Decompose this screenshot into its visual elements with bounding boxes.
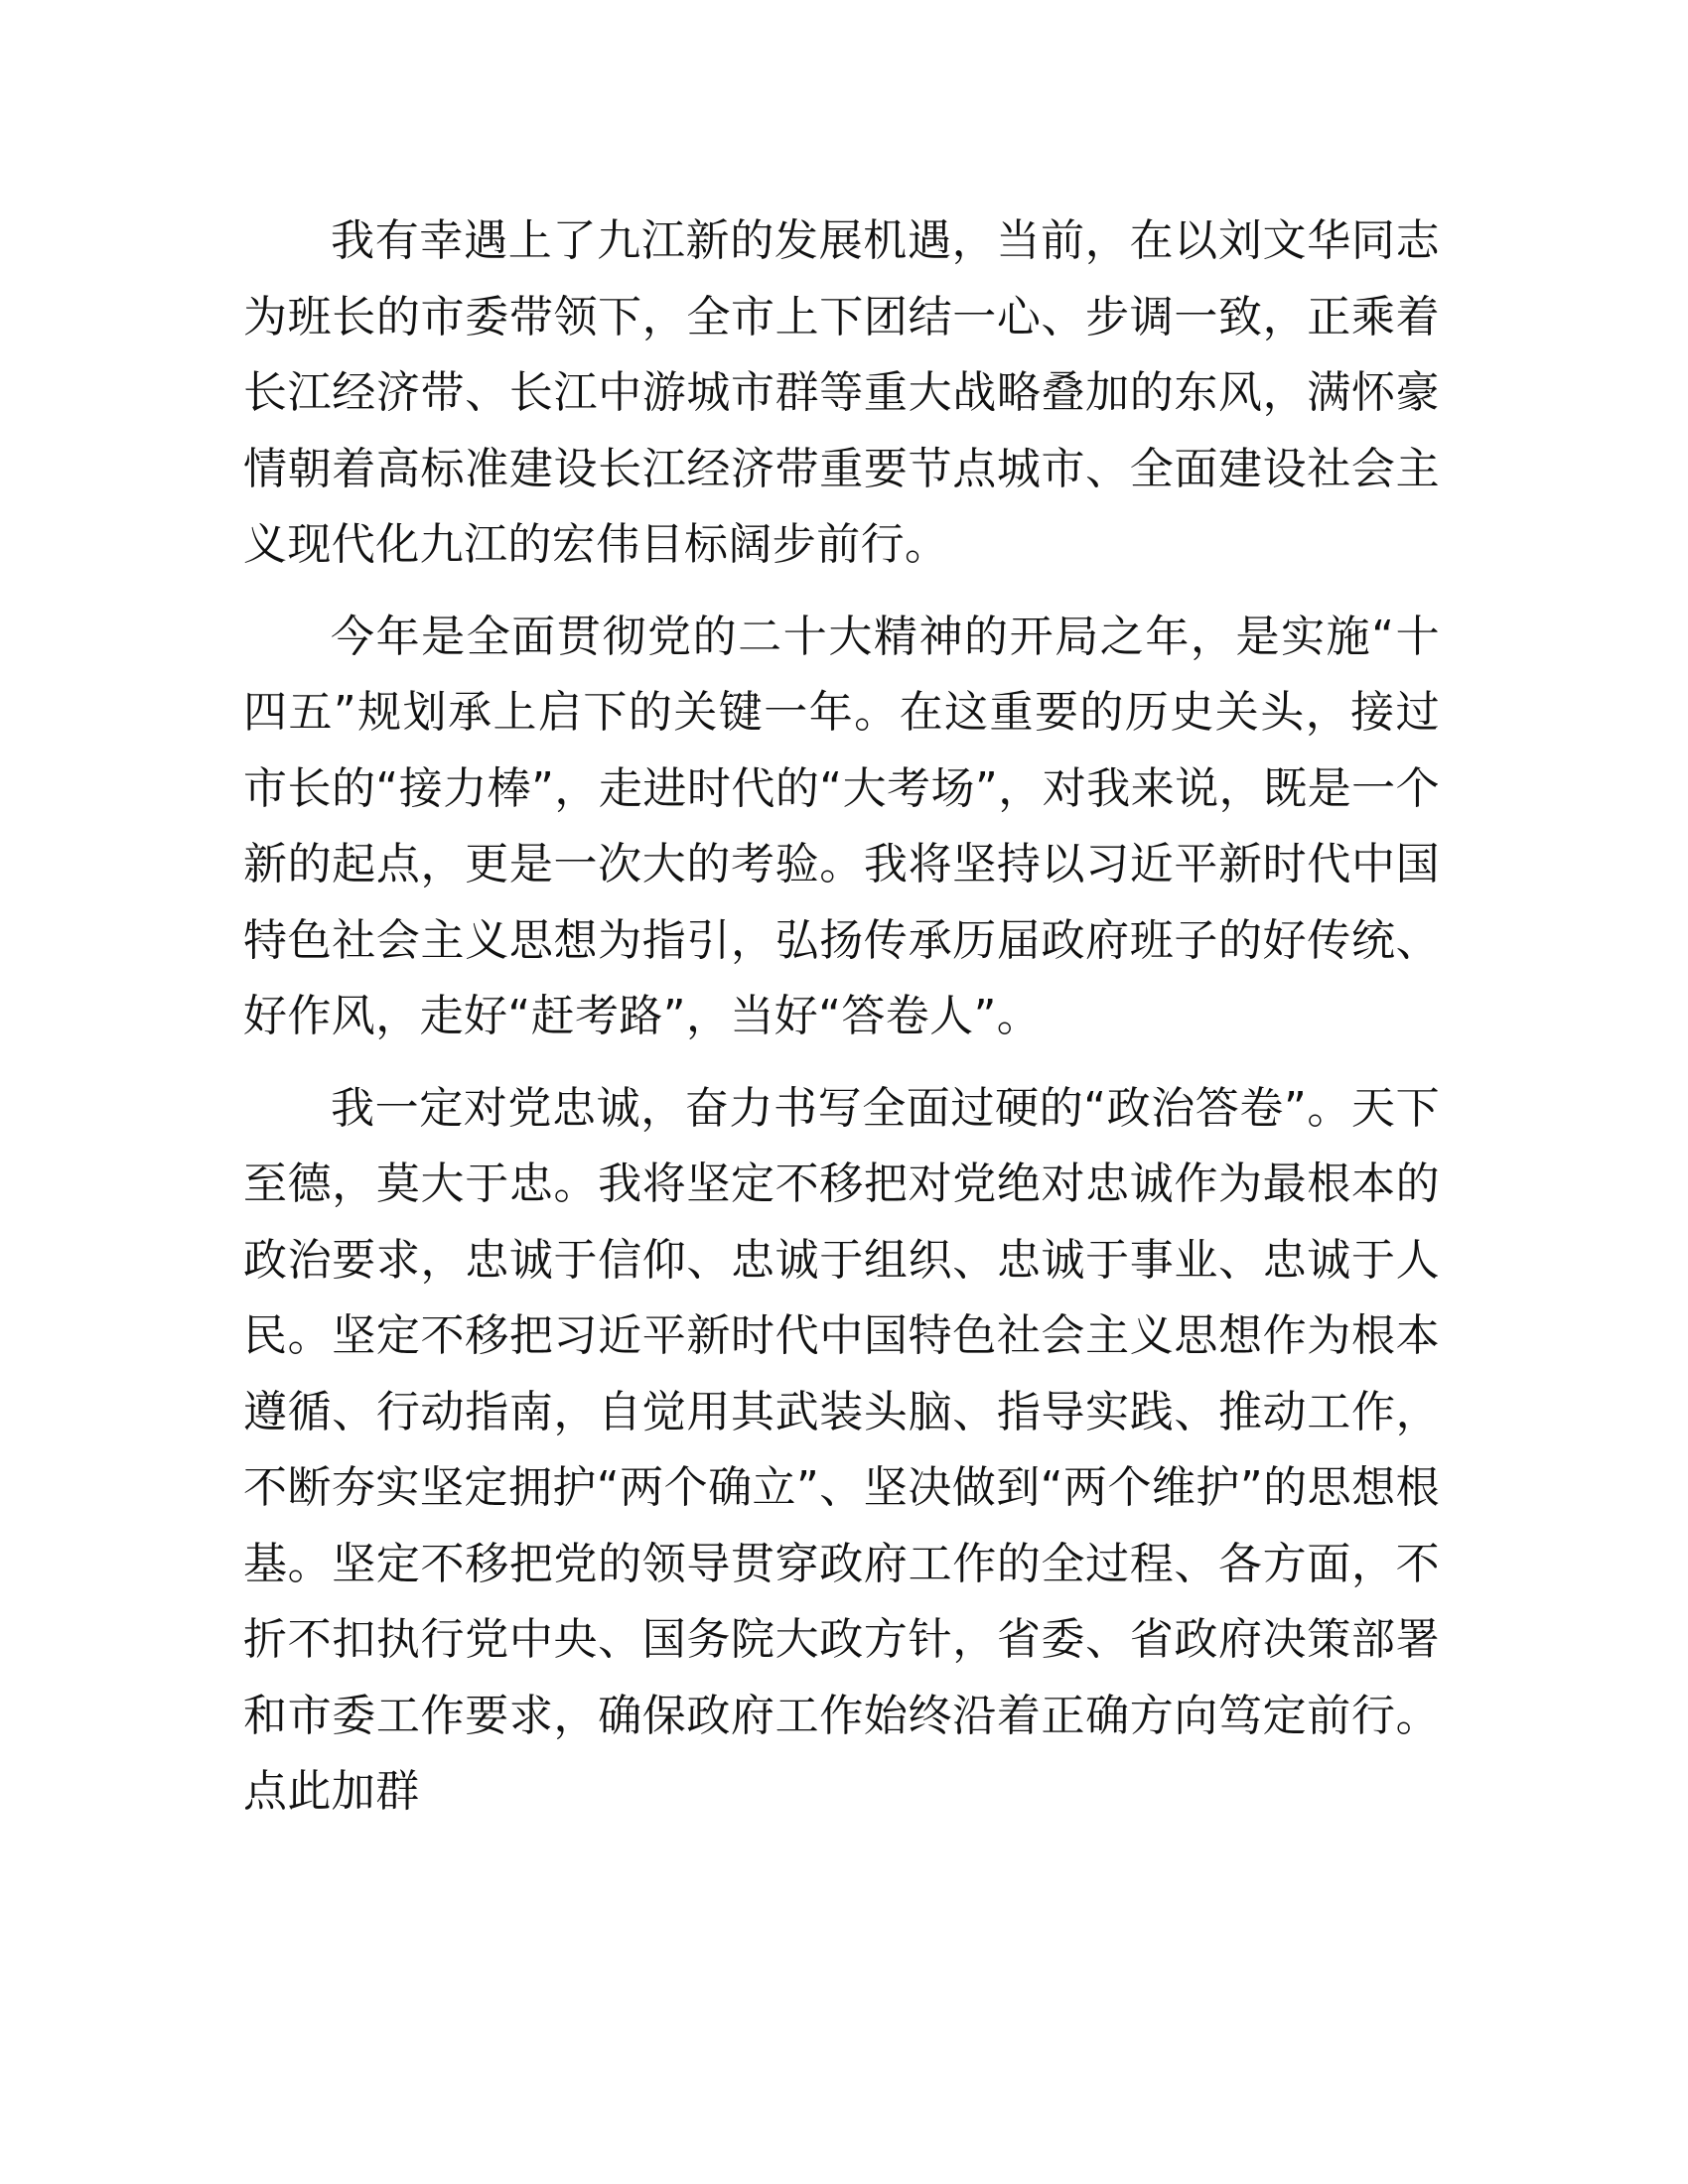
paragraph-1: 我有幸遇上了九江新的发展机遇，当前，在以刘文华同志为班长的市委带领下，全市上下团结一心、步调一致，正乘着长江经济带、长江中游城市群等重大战略叠加的东风，满怀豪情朝着高标准建设长江经济带重要节点城市、全面建设社会主义现代化九江的宏伟目标阔步前行。	[243, 215, 1440, 570]
join-group-link[interactable]: 点此加群	[243, 1766, 420, 1817]
paragraph-3-text: 我一定对党忠诚，奋力书写全面过硬的“政治答卷”。天下至德，莫大于忠。我将坚定不移把对党绝对忠诚作为最根本的政治要求，忠诚于信仰、忠诚于组织、忠诚于事业、忠诚于人民。坚定不移把习近平新时代中国特色社会主义思想作为根本遵循、行动指南，自觉用其武装头脑、指导实践、推动工作，不断夯实坚定拥护“两个确立”、坚决做到“两个维护”的思想根基。坚定不移把党的领导贯穿政府工作的全过程、各方面，不折不扣执行党中央、国务院大政方针，省委、省政府决策部署和市委工作要求，确保政府工作始终沿着正确方向笃定前行。	[243, 1082, 1440, 1741]
paragraph-2: 今年是全面贯彻党的二十大精神的开局之年，是实施“十四五”规划承上启下的关键一年。在这重要的历史关头，接过市长的“接力棒”，走进时代的“大考场”，对我来说，既是一个新的起点，更是一次大的考验。我将坚持以习近平新时代中国特色社会主义思想为指引，弘扬传承历届政府班子的好传统、好作风，走好“赶考路”，当好“答卷人”。	[243, 611, 1440, 1041]
paragraph-3	[243, 1071, 1440, 1831]
document-body	[243, 204, 1440, 1846]
